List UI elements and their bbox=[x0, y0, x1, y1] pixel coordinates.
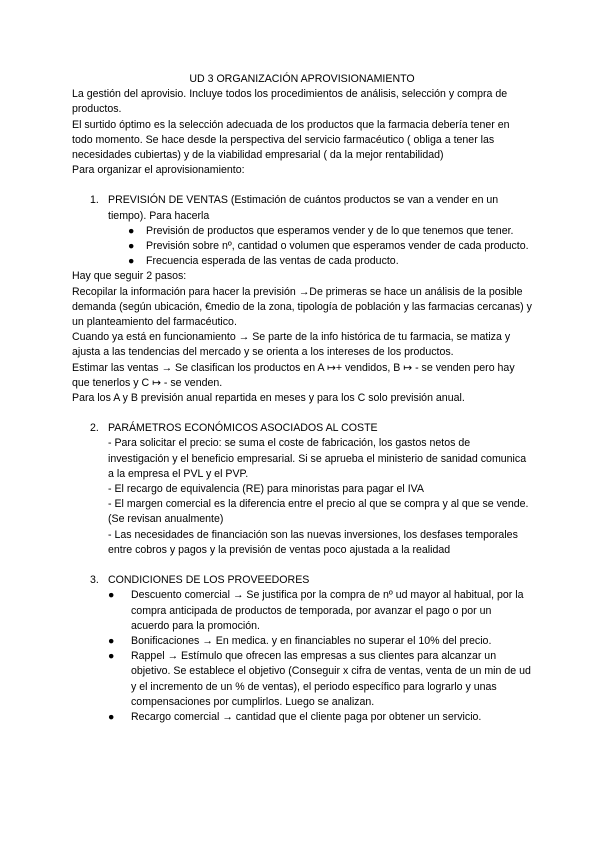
bullet-icon: ● bbox=[108, 634, 115, 647]
list-item-text: Previsión sobre nº, cantidad o volumen que esperamos vender de cada producto. bbox=[146, 240, 529, 253]
section-1-paragraph: Cuando ya está en funcionamiento → Se parte de la info histórica de tu farmacia, se matiza y ajusta a las tendencias del mercado y se orienta a los intereses de los productos. bbox=[72, 331, 511, 359]
list-item bbox=[128, 224, 532, 239]
list-item-text: Rappel → Estímulo que ofrecen las empresas a sus clientes para alcanzar un objetivo. Se establece el objetivo (Conseguir x cifra de ventas, venta de un min de ud y el incremento de un % de ventas), el periodo específico para lograrlo y unas compensaciones por cumplirlos. Luego se analizan. bbox=[131, 650, 531, 708]
section-3-heading bbox=[72, 573, 532, 588]
section-heading-text: CONDICIONES DE LOS PROVEEDORES bbox=[108, 574, 310, 587]
section-2-items bbox=[72, 436, 532, 558]
section-number: 1. bbox=[90, 194, 99, 207]
section-1-bullet-list bbox=[72, 224, 532, 270]
bullet-icon: ● bbox=[108, 710, 115, 723]
section-number: 3. bbox=[90, 574, 99, 587]
list-item bbox=[108, 649, 532, 710]
bullet-icon: ● bbox=[128, 240, 135, 253]
section-1-paragraph: Hay que seguir 2 pasos: bbox=[72, 270, 187, 283]
bullet-icon: ● bbox=[108, 589, 115, 602]
intro-paragraph: El surtido óptimo es la selección adecuada de los productos que la farmacia debería tener en todo momento. Se hace desde la perspectiva del servicio farmacéutico ( obliga a tener las necesidades cubiertas) y de la viabilidad empresarial ( da la mejor rentabilidad) bbox=[72, 118, 510, 162]
section-2-item: - Para solicitar el precio: se suma el coste de fabricación, los gastos netos de investigación y el beneficio empresarial. Si se aprueba el ministerio de sanidad comunica a la empresa el PVL y el PVP. bbox=[108, 437, 527, 480]
section-2-item: - El margen comercial es la diferencia entre el precio al que se compra y al que se vende. (Se revisan anualmente) bbox=[108, 498, 529, 526]
section-2-heading bbox=[72, 421, 532, 436]
bullet-icon: ● bbox=[128, 255, 135, 268]
section-number: 2. bbox=[90, 422, 99, 435]
list-item bbox=[128, 254, 532, 269]
section-3-bullet-list bbox=[72, 588, 532, 725]
list-item bbox=[108, 710, 532, 725]
section-1-heading bbox=[72, 193, 532, 223]
spacer bbox=[72, 558, 532, 573]
list-item-text: Frecuencia esperada de las ventas de cada producto. bbox=[146, 255, 399, 268]
section-heading-text: PREVISIÓN DE VENTAS (Estimación de cuántos productos se van a vender en un tiempo). Para hacerla bbox=[108, 194, 499, 222]
spacer bbox=[72, 406, 532, 421]
list-item-text: Descuento comercial → Se justifica por la compra de nº ud mayor al habitual, por la compra anticipada de productos de temporada, por avanzar el pago o por un acuerdo para la promoción. bbox=[131, 589, 524, 632]
section-1-paragraph: Estimar las ventas → Se clasifican los productos en A ↦+ vendidos, B ↦ - se venden pero hay que tenerlos y C ↦ - se venden. bbox=[72, 361, 515, 389]
list-item bbox=[108, 588, 532, 634]
list-item-text: Recargo comercial → cantidad que el cliente paga por obtener un servicio. bbox=[131, 710, 482, 723]
list-item bbox=[108, 634, 532, 649]
list-item-text: Bonificaciones → En medica. y en financiables no superar el 10% del precio. bbox=[131, 634, 492, 647]
document-title: UD 3 ORGANIZACIÓN APROVISIONAMIENTO bbox=[189, 73, 415, 85]
intro-paragraph: La gestión del aprovisio. Incluye todos los procedimientos de análisis, selección y compra de productos. bbox=[72, 88, 508, 116]
section-1-paragraph: Para los A y B previsión anual repartida en meses y para los C solo previsión anual. bbox=[72, 392, 465, 405]
section-2-item: - El recargo de equivalencia (RE) para minoristas para pagar el IVA bbox=[108, 483, 425, 496]
intro-paragraph: Para organizar el aprovisionamiento: bbox=[72, 164, 245, 177]
bullet-icon: ● bbox=[108, 650, 115, 663]
section-heading-text: PARÁMETROS ECONÓMICOS ASOCIADOS AL COSTE bbox=[108, 422, 378, 435]
bullet-icon: ● bbox=[128, 224, 135, 237]
section-1-paragraph: Recopilar la información para hacer la previsión →De primeras se hace un análisis de la posible demanda (según ubicación, €medio de la zona, tipología de población y las farmacias cercanas) y un planteamiento del farmacéutico. bbox=[72, 285, 532, 329]
document-body bbox=[72, 72, 532, 725]
list-item bbox=[128, 239, 532, 254]
section-2-item: - Las necesidades de financiación son las nuevas inversiones, los desfases temporales entre cobros y pagos y la previsión de ventas poco ajustada a la realidad bbox=[108, 528, 518, 556]
spacer bbox=[72, 178, 532, 193]
list-item-text: Previsión de productos que esperamos vender y de lo que tenemos que tener. bbox=[146, 224, 514, 237]
